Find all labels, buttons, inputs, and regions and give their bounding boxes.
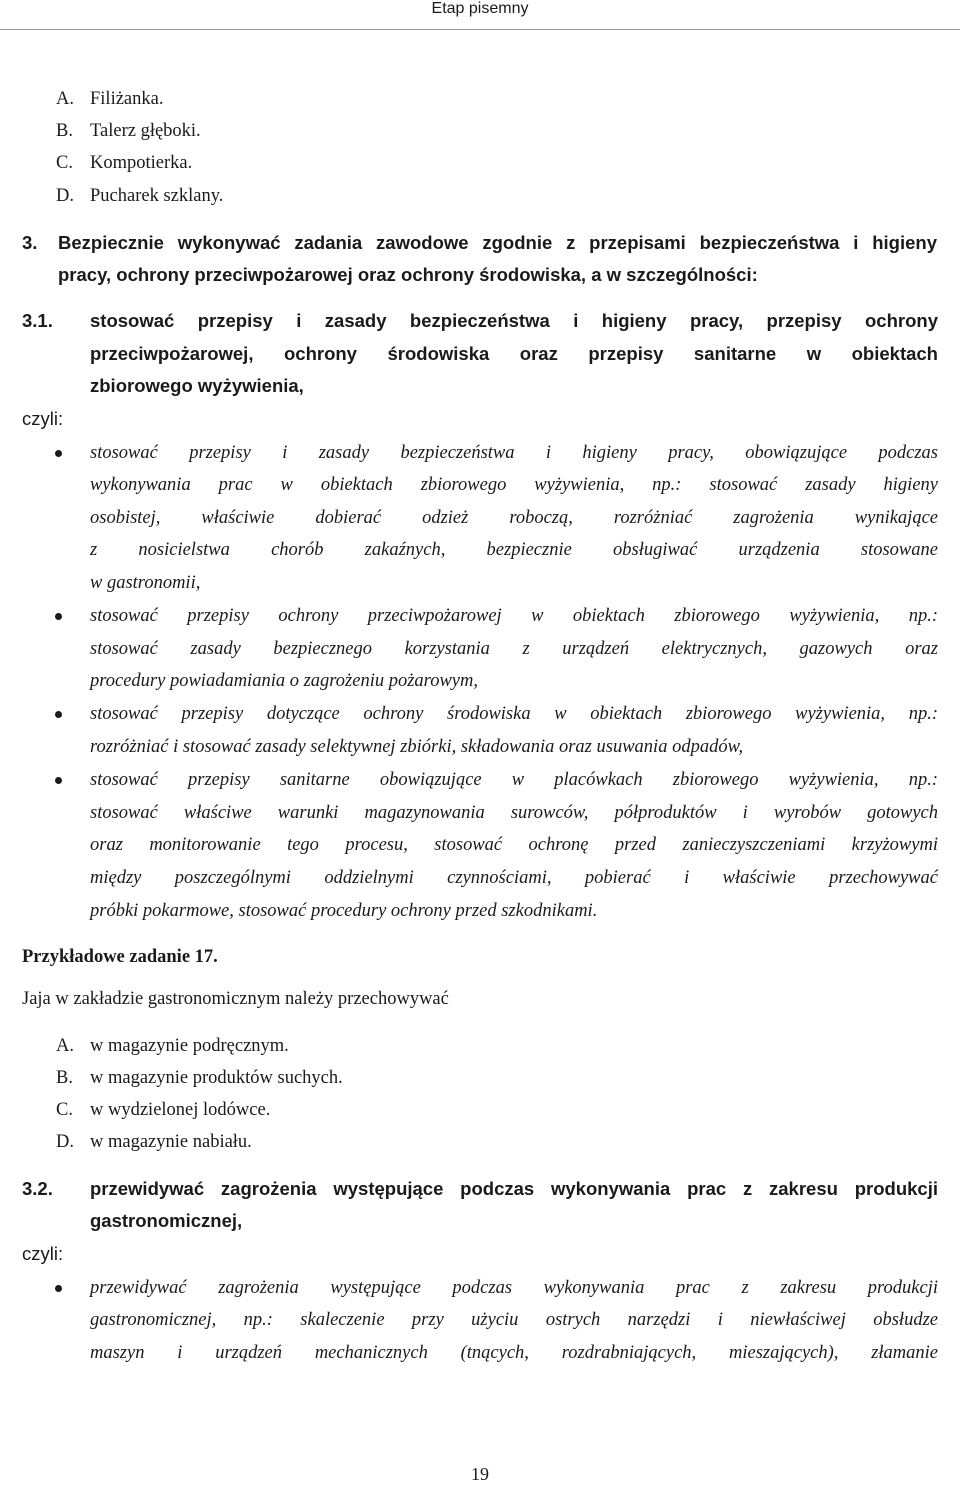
option-text: w magazynie podręcznym. <box>90 1036 289 1056</box>
option-letter: D. <box>56 1132 74 1152</box>
option-text: w magazynie produktów suchych. <box>90 1068 343 1088</box>
czyli-label: czyli: <box>22 408 64 429</box>
option-letter: C. <box>56 1100 73 1120</box>
bullet-line: oraz monitorowanie tego procesu, stosować ochronę przed zanieczyszczeniami krzyżowymi <box>90 835 938 855</box>
option-text: Kompotierka. <box>90 153 193 173</box>
bullet-line: między poszczególnymi oddzielnymi czynnościami, pobierać i właściwie przechowywać <box>90 868 938 888</box>
bullet-line: rozróżniać i stosować zasady selektywnej zbiórki, składowania oraz usuwania odpadów, <box>90 737 744 757</box>
option-text: Filiżanka. <box>90 89 164 109</box>
bullet-dot <box>55 711 62 718</box>
section-number: 3. <box>22 232 38 253</box>
bullet-line: stosować przepisy ochrony przeciwpożarowej w obiektach zbiorowego wyżywienia, np.: <box>90 606 938 626</box>
bullet-line: w gastronomii, <box>90 573 201 593</box>
option-text: Pucharek szklany. <box>90 186 224 206</box>
bullet-line: stosować przepisy sanitarne obowiązujące w placówkach zbiorowego wyżywienia, np.: <box>90 770 938 790</box>
section-text-line: przewidywać zagrożenia występujące podczas wykonywania prac z zakresu produkcji <box>90 1178 938 1199</box>
bullet-line: procedury powiadamiania o zagrożeniu pożarowym, <box>90 671 478 691</box>
section-text-line: stosować przepisy i zasady bezpieczeństwa i higieny pracy, przepisy ochrony <box>90 310 938 331</box>
example-question: Jaja w zakładzie gastronomicznym należy przechowywać <box>22 989 449 1009</box>
example-heading: Przykładowe zadanie 17. <box>22 947 218 967</box>
header-divider <box>0 29 960 30</box>
bullet-line: próbki pokarmowe, stosować procedury ochrony przed szkodnikami. <box>90 901 598 921</box>
option-letter: A. <box>56 89 74 109</box>
bullet-dot <box>55 1285 62 1292</box>
bullet-line: stosować przepisy dotyczące ochrony środowiska w obiektach zbiorowego wyżywienia, np.: <box>90 704 938 724</box>
option-letter: D. <box>56 186 74 206</box>
section-text-line: zbiorowego wyżywienia, <box>90 375 304 396</box>
option-letter: B. <box>56 121 73 141</box>
bullet-line: przewidywać zagrożenia występujące podczas wykonywania prac z zakresu produkcji <box>90 1278 938 1298</box>
bullet-dot <box>55 613 62 620</box>
bullet-line: z nosicielstwa chorób zakaźnych, bezpiecznie obsługiwać urządzenia stosowane <box>90 540 938 560</box>
option-text: w magazynie nabiału. <box>90 1132 252 1152</box>
option-letter: B. <box>56 1068 73 1088</box>
czyli-label: czyli: <box>22 1243 64 1264</box>
section-text-line: pracy, ochrony przeciwpożarowej oraz ochrony środowiska, a w szczególności: <box>58 264 758 285</box>
option-text: Talerz głęboki. <box>90 121 201 141</box>
option-text: w wydzielonej lodówce. <box>90 1100 271 1120</box>
section-number: 3.1. <box>22 310 53 331</box>
bullet-line: gastronomicznej, np.: skaleczenie przy użyciu ostrych narzędzi i niewłaściwej obsłudze <box>90 1310 938 1330</box>
bullet-line: stosować przepisy i zasady bezpieczeństwa i higieny pracy, obowiązujące podczas <box>90 443 938 463</box>
page-number: 19 <box>471 1464 489 1484</box>
bullet-line: wykonywania prac w obiektach zbiorowego wyżywienia, np.: stosować zasady higieny <box>90 475 938 495</box>
running-header: Etap pisemny <box>431 0 529 17</box>
option-letter: C. <box>56 153 73 173</box>
bullet-line: maszyn i urządzeń mechanicznych (tnących, rozdrabniających, mieszających), złamanie <box>90 1343 938 1363</box>
section-text-line: Bezpiecznie wykonywać zadania zawodowe zgodnie z przepisami bezpieczeństwa i higieny <box>58 232 937 253</box>
section-number: 3.2. <box>22 1178 53 1199</box>
section-text-line: przeciwpożarowej, ochrony środowiska oraz przepisy sanitarne w obiektach <box>90 343 938 364</box>
section-text-line: gastronomicznej, <box>90 1210 243 1231</box>
bullet-dot <box>55 777 62 784</box>
bullet-dot <box>55 450 62 457</box>
bullet-line: stosować właściwe warunki magazynowania surowców, półproduktów i wyrobów gotowych <box>90 803 938 823</box>
option-letter: A. <box>56 1036 74 1056</box>
bullet-line: stosować zasady bezpiecznego korzystania z urządzeń elektrycznych, gazowych oraz <box>90 639 938 659</box>
bullet-line: osobistej, właściwie dobierać odzież roboczą, rozróżniać zagrożenia wynikające <box>90 508 938 528</box>
